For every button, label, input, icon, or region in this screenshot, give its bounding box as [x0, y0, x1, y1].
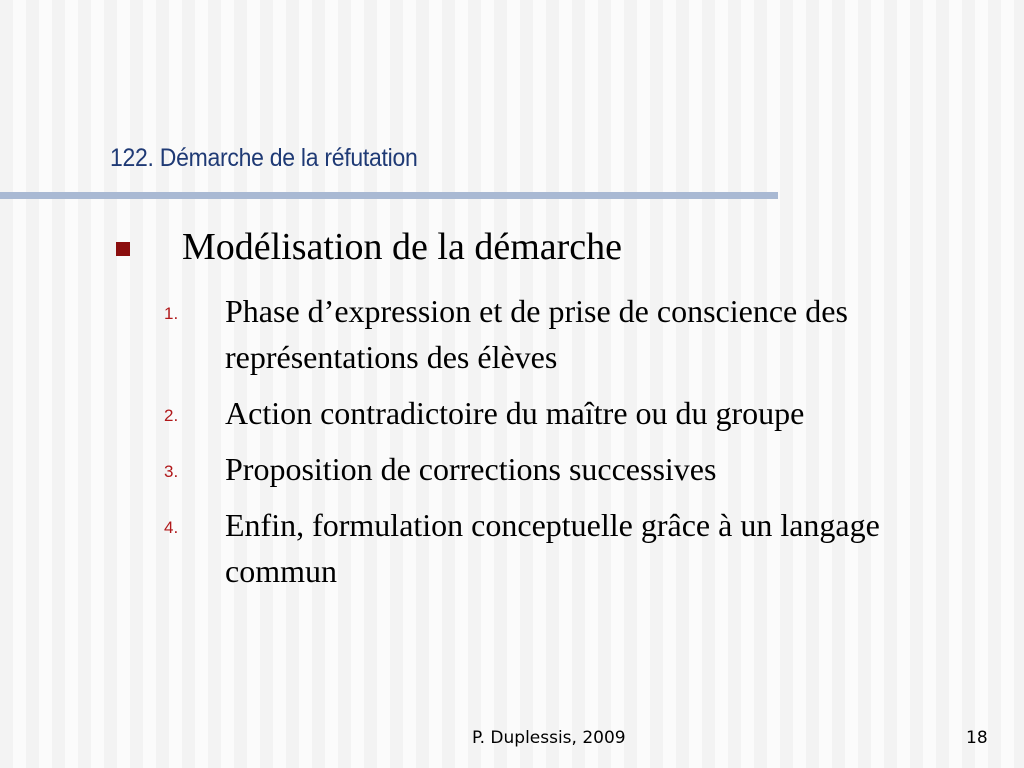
- list-item: [160, 446, 1000, 492]
- step-text: Enfin, formulation conceptuelle grâce à un langage commun: [225, 507, 880, 589]
- step-text: Action contradictoire du maître ou du groupe: [225, 395, 805, 431]
- main-bullet-text: Modélisation de la démarche: [182, 226, 623, 268]
- step-number: 1.: [164, 304, 179, 323]
- title-underline: [0, 192, 778, 199]
- page-number: 18: [966, 728, 988, 748]
- slide-title: 122. Démarche de la réfutation: [110, 144, 418, 172]
- square-bullet-icon: [116, 242, 130, 256]
- step-number: 3.: [164, 462, 179, 481]
- step-number: 2.: [164, 406, 179, 425]
- footer-author: P. Duplessis, 2009: [472, 728, 626, 748]
- step-number: 4.: [164, 518, 179, 537]
- list-item: [160, 288, 1000, 380]
- step-text: Proposition de corrections successives: [225, 451, 717, 487]
- steps-list: [160, 288, 1000, 604]
- list-item: [160, 390, 1000, 436]
- step-text: Phase d’expression et de prise de conscience des représentations des élèves: [225, 293, 848, 375]
- list-item: [160, 502, 1000, 594]
- main-bullet: [116, 225, 622, 269]
